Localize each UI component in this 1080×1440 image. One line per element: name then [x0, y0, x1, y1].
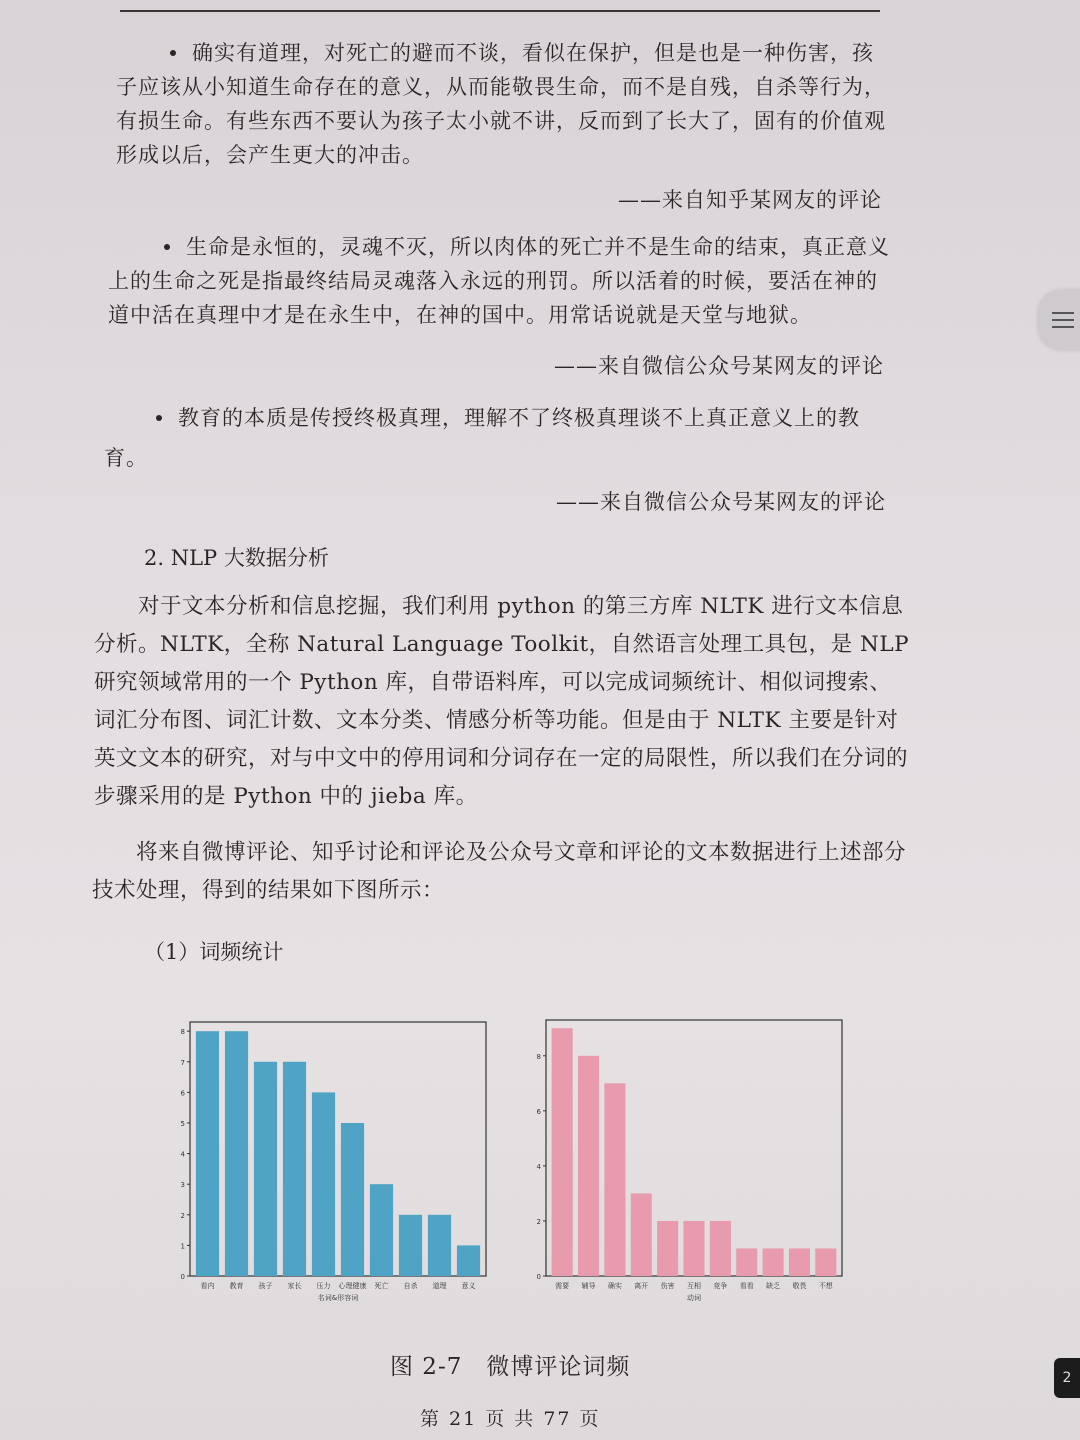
bar: [457, 1245, 480, 1276]
bullet-icon: [156, 415, 162, 421]
x-tick-label: 家长: [287, 1282, 302, 1290]
x-tick-label: 看内: [200, 1282, 215, 1290]
comment-text: 生命是永恒的，灵魂不灭，所以肉体的死亡并不是生命的结束，真正意义上的生命之死是指最终结局灵魂落入永远的刑罚。所以活着的时候，要活在神的道中活在真理中才是在永生中，在神的国中。用常话说就是天堂与地狱。: [108, 235, 890, 327]
paragraph-text: 对于文本分析和信息挖掘，我们利用 python 的第三方库 NLTK 进行文本信息分析。NLTK，全称 Natural Language Toolkit，自然语言处理工具包，是 NLP 研究领域常用的一个 Python 库，自带语料库，可以完成词频统计、相似词搜索、词汇分布图、词汇计数、文本分类、情感分析等功能。但是由于 NLTK 主要是针对英文文本的研究，对与中文中的停用词和分词存在一定的局限性，所以我们在分词的步骤采用的是 Python 中的 jieba 库。: [94, 594, 910, 809]
y-tick-label: 0: [536, 1273, 541, 1281]
bar: [196, 1031, 219, 1276]
bar: [657, 1221, 678, 1276]
bullet-icon: [164, 244, 170, 250]
x-axis-label: 动词: [687, 1294, 701, 1302]
comment-text: 确实有道理，对死亡的避而不谈，看似在保护，但是也是一种伤害，孩子应该从小知道生命存在的意义，从而能敬畏生命，而不是自残，自杀等行为，有损生命。有些东西不要认为孩子太小就不讲，反而到了长大了，固有的价值观形成以后，会产生更大的冲击。: [116, 41, 886, 167]
x-tick-label: 竞争: [713, 1282, 728, 1290]
verb-frequency-chart: [518, 1010, 858, 1310]
bar: [341, 1123, 364, 1276]
noun-frequency-chart: [160, 1012, 500, 1312]
x-tick-label: 敬畏: [792, 1282, 807, 1290]
bar: [312, 1092, 335, 1276]
header-rule: [120, 10, 880, 12]
y-tick-label: 6: [536, 1107, 541, 1116]
comment-3: [104, 398, 898, 478]
bar: [631, 1193, 652, 1276]
x-tick-label: 道理: [432, 1282, 447, 1290]
y-tick-label: 4: [536, 1162, 541, 1171]
figure-caption: 图 2-7 微博评论词频: [390, 1354, 631, 1380]
y-tick-label: 0: [180, 1273, 185, 1281]
bar: [683, 1221, 704, 1276]
page-footer: 第 21 页 共 77 页: [420, 1408, 601, 1430]
body-paragraph-2: [92, 834, 914, 910]
x-tick-label: 离开: [634, 1282, 649, 1290]
bar: [604, 1083, 625, 1276]
x-tick-label: 自杀: [403, 1282, 418, 1290]
page-indicator: 2: [1054, 1358, 1080, 1398]
bar: [370, 1184, 393, 1276]
comment-source: ——来自知乎某网友的评论: [618, 188, 882, 212]
bar: [815, 1248, 836, 1276]
bar: [736, 1248, 757, 1276]
bar: [225, 1031, 248, 1276]
bullet-icon: [170, 50, 176, 56]
bar: [428, 1215, 451, 1276]
y-tick-label: 7: [180, 1058, 185, 1067]
x-tick-label: 孩子: [258, 1282, 273, 1290]
side-panel-handle[interactable]: [1038, 290, 1080, 350]
x-tick-label: 意义: [461, 1282, 476, 1290]
x-tick-label: 心理健康: [338, 1282, 367, 1290]
bar: [578, 1056, 599, 1276]
x-tick-label: 缺乏: [766, 1282, 781, 1290]
comment-source: ——来自微信公众号某网友的评论: [554, 354, 884, 378]
x-tick-label: 互相: [687, 1282, 701, 1290]
bar: [399, 1215, 422, 1276]
comment-1: [116, 36, 886, 172]
x-tick-label: 看看: [739, 1282, 754, 1290]
y-tick-label: 4: [180, 1150, 185, 1159]
bar: [789, 1248, 810, 1276]
y-tick-label: 2: [180, 1211, 185, 1220]
x-tick-label: 伤害: [660, 1282, 675, 1290]
bar: [552, 1028, 573, 1276]
paragraph-text: 将来自微博评论、知乎讨论和评论及公众号文章和评论的文本数据进行上述部分技术处理，得到的结果如下图所示：: [92, 840, 907, 903]
x-tick-label: 确实: [607, 1282, 622, 1290]
subheading: （1）词频统计: [144, 940, 284, 964]
bar: [710, 1221, 731, 1276]
y-tick-label: 3: [180, 1181, 185, 1190]
bar: [254, 1062, 277, 1276]
x-tick-label: 教育: [229, 1282, 244, 1290]
y-tick-label: 2: [536, 1217, 541, 1226]
x-tick-label: 压力: [316, 1282, 331, 1290]
y-tick-label: 8: [536, 1052, 541, 1061]
x-tick-label: 死亡: [374, 1282, 389, 1290]
comment-source: ——来自微信公众号某网友的评论: [556, 490, 886, 514]
y-tick-label: 5: [180, 1119, 185, 1128]
y-tick-label: 6: [180, 1089, 185, 1098]
comment-text: 教育的本质是传授终极真理，理解不了终极真理谈不上真正意义上的教育。: [104, 406, 860, 470]
y-tick-label: 8: [180, 1028, 185, 1037]
x-tick-label: 需要: [555, 1282, 570, 1290]
y-tick-label: 1: [180, 1242, 185, 1251]
bar: [763, 1248, 784, 1276]
x-tick-label: 辅导: [581, 1282, 596, 1290]
body-paragraph-1: [94, 588, 910, 816]
bar: [283, 1062, 306, 1276]
comment-2: [108, 230, 890, 332]
section-heading: 2. NLP 大数据分析: [144, 546, 329, 570]
x-tick-label: 不想: [818, 1282, 833, 1290]
x-axis-label: 名词&形容词: [317, 1294, 359, 1302]
